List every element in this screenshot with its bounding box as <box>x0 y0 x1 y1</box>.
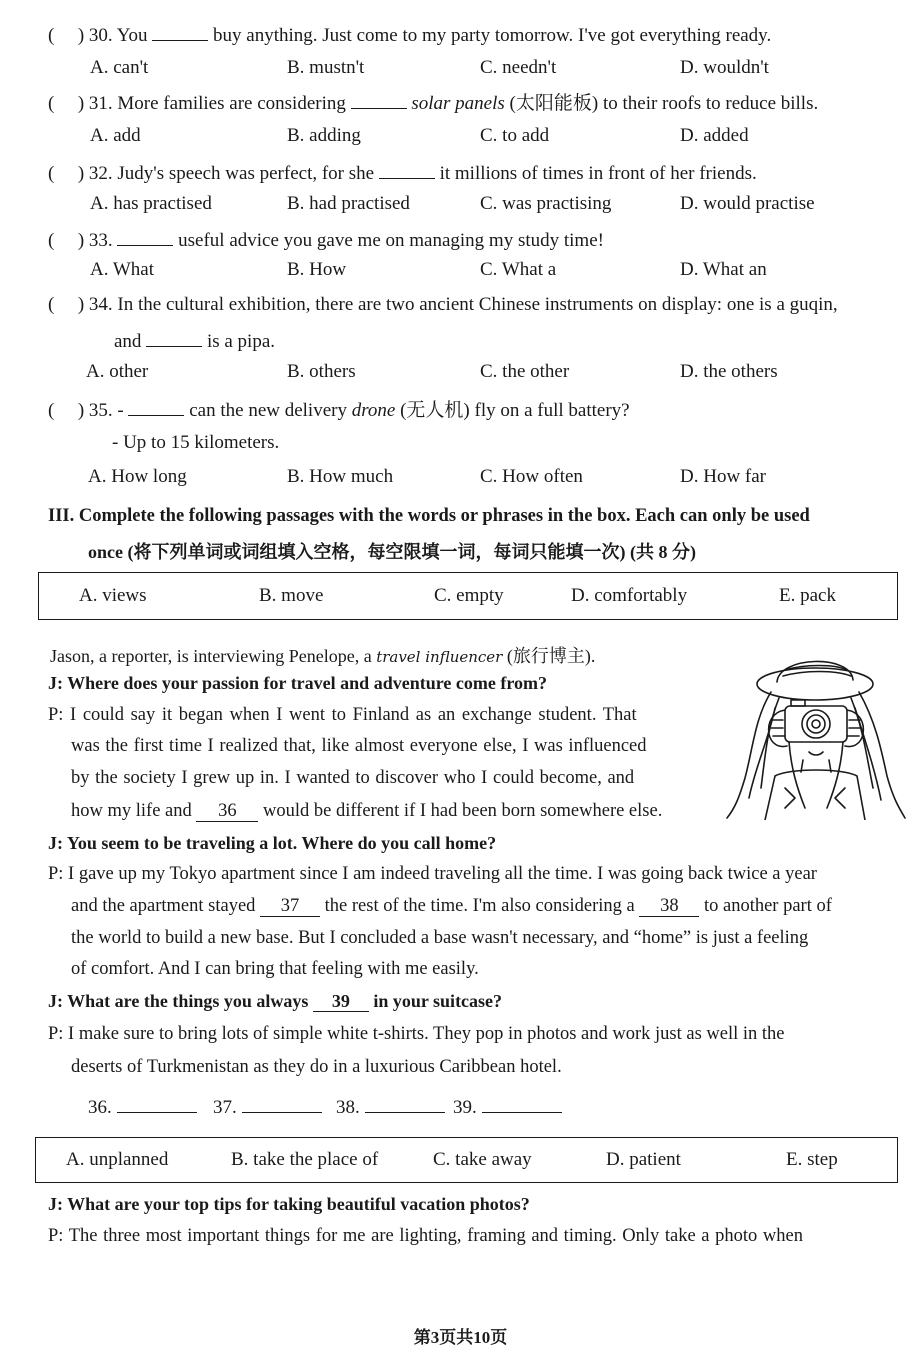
question-text-post: useful advice you gave me on managing my study time! <box>178 230 604 251</box>
word-option: A. unplanned <box>66 1149 169 1170</box>
section-heading-line2: once (将下列单词或词组填入空格，每空限填一词，每词只能填一次) (共 8 分) <box>88 542 696 562</box>
section-number: III. <box>48 506 75 526</box>
answer-blank <box>146 328 202 347</box>
question-number: 30. <box>88 25 113 46</box>
question-34-line2 <box>114 328 275 353</box>
answer-line: by the society I grew up in. I wanted to discover who I could become, and <box>71 768 635 788</box>
section-heading <box>48 506 810 527</box>
question-text-line2-pre: and <box>114 331 142 352</box>
question-number: 32. <box>88 163 113 184</box>
answer-paren-close: ) <box>77 163 85 184</box>
answer-line: P: I gave up my Tokyo apartment since I am indeed traveling all the time. I was going back twice a year <box>48 864 817 884</box>
question-34 <box>48 294 838 316</box>
answer-paren-open: ( <box>48 294 55 315</box>
answer-line: how my life and 36 would be different if I had been born somewhere else. <box>71 801 663 821</box>
question-text-pre: You <box>116 25 148 46</box>
question-number: 33. <box>88 230 113 251</box>
question-number: 35. <box>88 400 113 421</box>
question-text-post: (无人机) fly on a full battery? <box>400 400 630 421</box>
option-c: C. to add <box>480 125 550 146</box>
answer-field-38[interactable]: 38. <box>336 1094 445 1119</box>
answer-line: was the first time I realized that, like almost everyone else, I was influenced <box>71 736 647 756</box>
interview-question: J: What are the things you always 39 in your suitcase? <box>48 991 503 1011</box>
question-32 <box>48 160 757 185</box>
answer-paren-close: ) <box>77 294 85 315</box>
question-33 <box>48 227 604 252</box>
word-box-1 <box>38 572 898 620</box>
question-number: 34. <box>88 294 113 315</box>
answer-paren-open: ( <box>48 93 55 114</box>
answer-field-39[interactable]: 39. <box>453 1094 562 1119</box>
option-a: A. has practised <box>90 193 212 214</box>
blank-36: 36 <box>196 801 258 822</box>
answer-blank <box>128 397 184 416</box>
question-30 <box>48 22 771 47</box>
question-31 <box>48 88 818 115</box>
answer-line: P: I make sure to bring lots of simple white t-shirts. They pop in photos and work just as well in the <box>48 1024 785 1044</box>
blank-38: 38 <box>639 896 699 917</box>
word-option: B. take the place of <box>231 1149 379 1170</box>
option-a: A. How long <box>88 466 187 487</box>
answer-line: deserts of Turkmenistan as they do in a luxurious Caribbean hotel. <box>71 1057 562 1077</box>
question-text-italic: solar panels <box>411 93 505 114</box>
photographer-illustration <box>705 648 910 820</box>
answer-blank <box>117 227 173 246</box>
blank-39: 39 <box>313 991 369 1012</box>
question-35-answer-line: - Up to 15 kilometers. <box>112 432 280 453</box>
answer-paren-close: ) <box>77 93 85 114</box>
word-option: C. take away <box>433 1149 532 1170</box>
answer-blank <box>351 90 407 109</box>
answer-line: the world to build a new base. But I concluded a base wasn't necessary, and “home” is just a feeling <box>71 928 809 948</box>
question-text-post: buy anything. Just come to my party tomorrow. I've got everything ready. <box>213 25 772 46</box>
question-number: 31. <box>88 93 113 114</box>
question-text-post: (太阳能板) to their roofs to reduce bills. <box>509 93 819 114</box>
word-option: E. step <box>786 1149 838 1170</box>
question-text-pre: Judy's speech was perfect, for she <box>117 163 375 184</box>
option-b: B. How much <box>287 466 394 487</box>
option-c: C. How often <box>480 466 583 487</box>
word-option: E. pack <box>779 585 836 606</box>
answer-field-37[interactable]: 37. <box>213 1094 322 1119</box>
answer-paren-open: ( <box>48 400 55 421</box>
word-option: B. move <box>259 585 324 606</box>
word-option: D. comfortably <box>571 585 688 606</box>
question-text-pre: In the cultural exhibition, there are two ancient Chinese instruments on display: one is a guqin, <box>117 294 838 315</box>
option-d: D. wouldn't <box>680 57 769 78</box>
answer-paren-open: ( <box>48 25 55 46</box>
option-c: C. What a <box>480 259 557 280</box>
option-c: C. needn't <box>480 57 557 78</box>
option-a: A. What <box>90 259 155 280</box>
option-d: D. would practise <box>680 193 815 214</box>
word-option: D. patient <box>606 1149 681 1170</box>
option-d: D. the others <box>680 361 778 382</box>
answer-blank <box>379 160 435 179</box>
answer-paren-open: ( <box>48 163 55 184</box>
option-a: A. add <box>90 125 141 146</box>
option-a: A. can't <box>90 57 149 78</box>
answer-paren-close: ) <box>77 400 85 421</box>
word-option: C. empty <box>434 585 504 606</box>
answer-paren-open: ( <box>48 230 55 251</box>
answer-paren-close: ) <box>77 230 85 251</box>
section-heading-line1: Complete the following passages with the words or phrases in the box. Each can only be used <box>78 506 810 526</box>
interview-question: J: What are your top tips for taking beautiful vacation photos? <box>48 1194 530 1214</box>
interview-question: J: Where does your passion for travel and adventure come from? <box>48 673 547 693</box>
answer-line: of comfort. And I can bring that feeling with me easily. <box>71 959 479 979</box>
option-b: B. mustn't <box>287 57 365 78</box>
passage-intro: Jason, a reporter, is interviewing Penelope, a travel influencer (旅行博主). <box>50 646 596 666</box>
answer-paren-close: ) <box>77 25 85 46</box>
option-d: D. added <box>680 125 749 146</box>
option-b: B. How <box>287 259 347 280</box>
option-a: A. other <box>86 361 149 382</box>
option-c: C. was practising <box>480 193 612 214</box>
option-b: B. had practised <box>287 193 410 214</box>
question-text-post: it millions of times in front of her friends. <box>439 163 757 184</box>
option-c: C. the other <box>480 361 570 382</box>
answer-line: P: The three most important things for me are lighting, framing and timing. Only take a photo when <box>48 1226 803 1246</box>
question-text-pre: - <box>117 400 124 421</box>
blank-37: 37 <box>260 896 320 917</box>
answer-field-36[interactable]: 36. <box>88 1094 197 1119</box>
option-d: D. What an <box>680 259 767 280</box>
question-text-pre: More families are considering <box>117 93 346 114</box>
word-option: A. views <box>79 585 147 606</box>
answer-line: and the apartment stayed 37 the rest of the time. I'm also considering a 38 to another part of <box>71 896 832 916</box>
answer-line: P: I could say it began when I went to Finland as an exchange student. That <box>48 705 637 725</box>
option-b: B. others <box>287 361 356 382</box>
option-d: D. How far <box>680 466 767 487</box>
interview-question: J: You seem to be traveling a lot. Where do you call home? <box>48 833 497 853</box>
question-35 <box>48 395 630 422</box>
page-number: 第3页共10页 <box>413 1328 508 1347</box>
answer-blank <box>152 22 208 41</box>
question-text-post-pre: can the new delivery <box>189 400 347 421</box>
question-text-line2-post: is a pipa. <box>206 331 276 352</box>
word-box-2 <box>35 1137 898 1183</box>
option-b: B. adding <box>287 125 361 146</box>
question-text-italic: drone <box>351 400 396 421</box>
